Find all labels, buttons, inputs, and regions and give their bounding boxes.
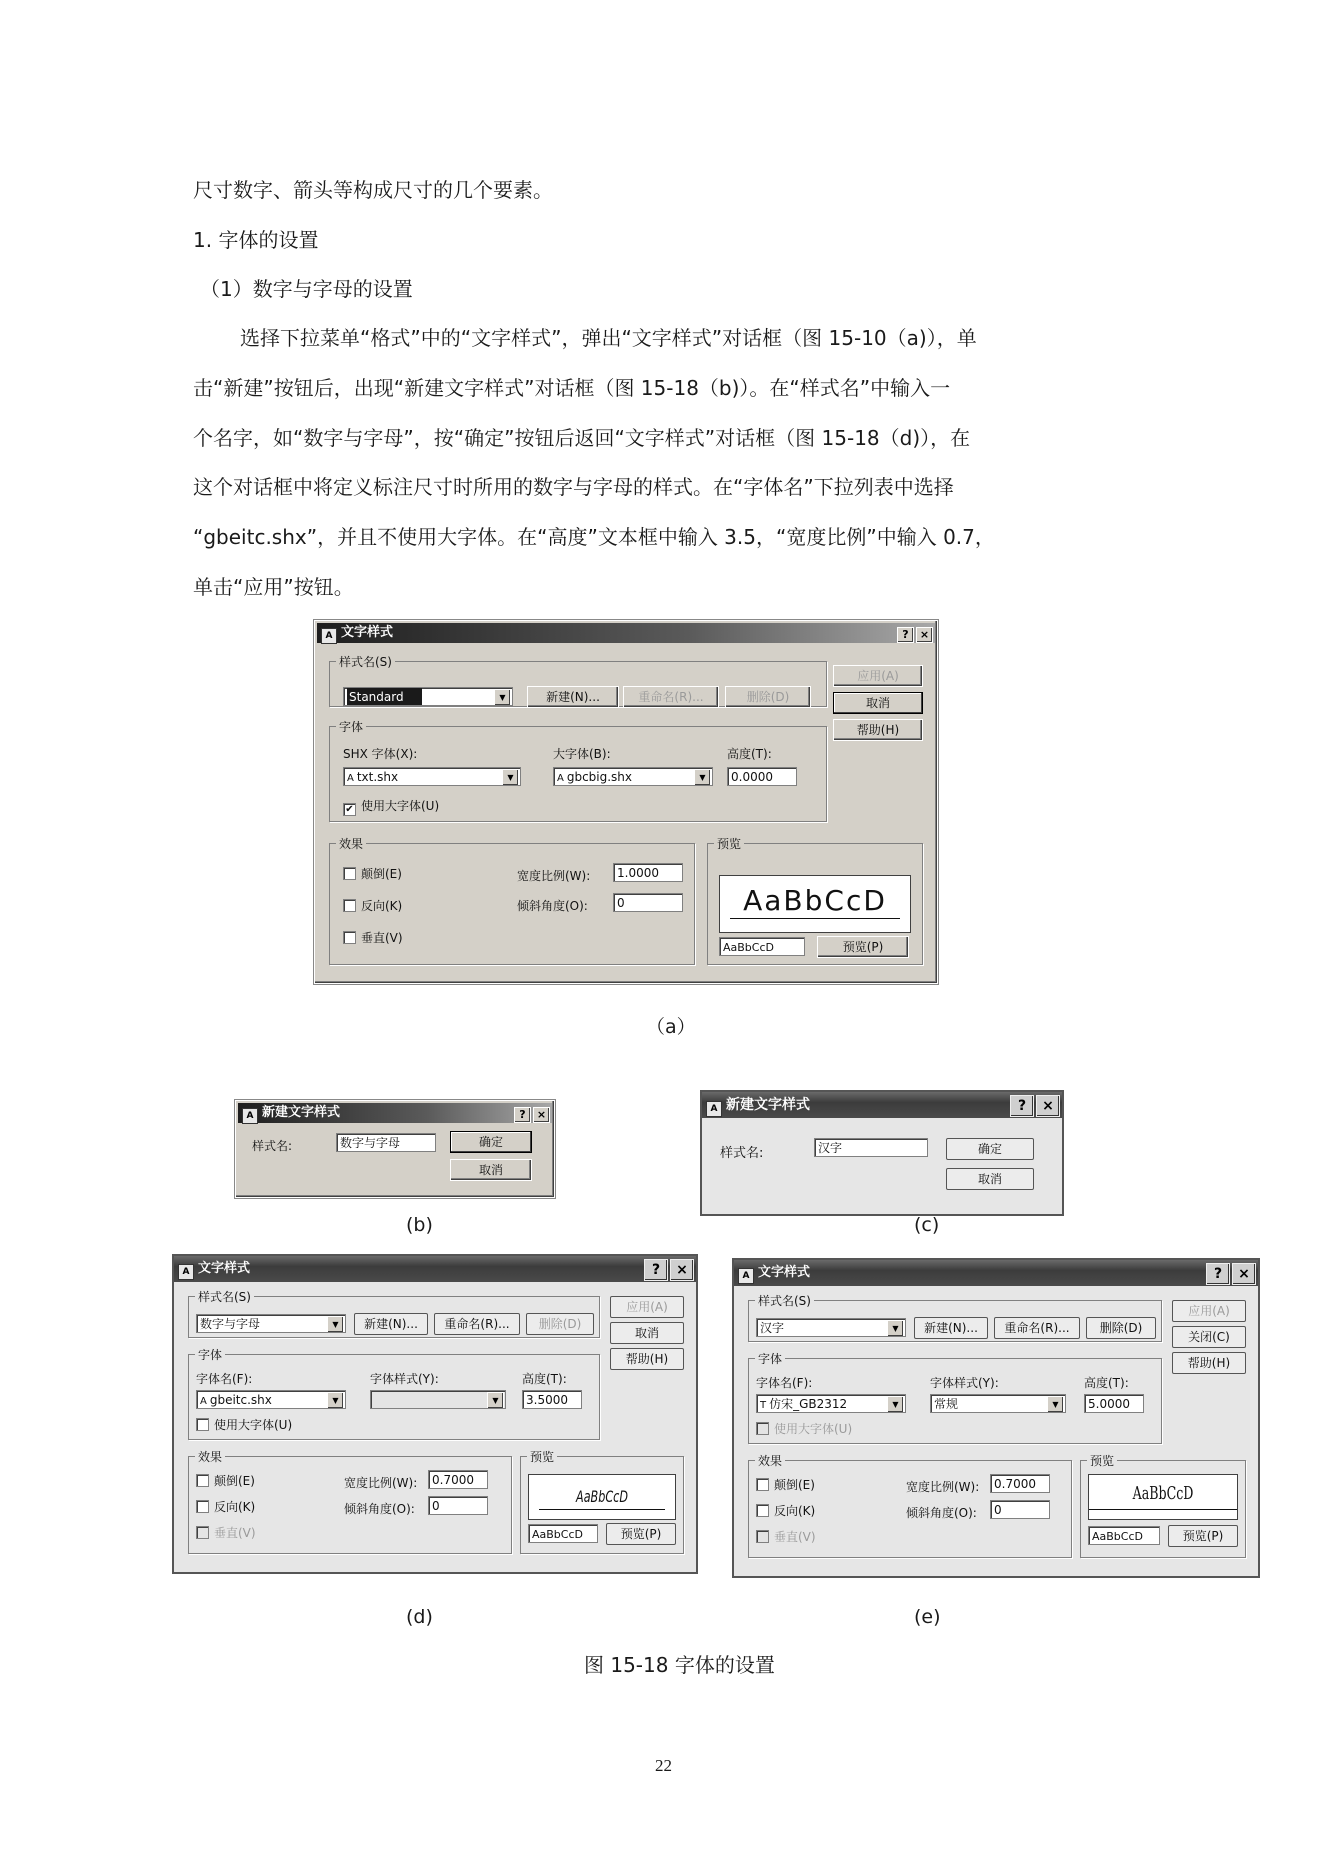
rename-style-button[interactable]: 重命名(R)... (994, 1317, 1080, 1339)
preview-button[interactable]: 预览(P) (1168, 1525, 1238, 1547)
delete-style-button[interactable]: 删除(D) (1086, 1317, 1156, 1339)
cancel-button[interactable]: 取消 (833, 692, 923, 714)
font-name-select[interactable] (196, 1390, 346, 1409)
width-factor-label: 宽度比例(W): (517, 869, 591, 883)
help-icon[interactable]: ? (1206, 1263, 1230, 1285)
dialog-a-title: 文字样式 (341, 625, 394, 640)
style-name-input[interactable]: 汉字 (814, 1138, 928, 1157)
paragraph-2-line-4: 这个对话框中将定义标注尺寸时所用的数字与字母的样式。在“字体名”下拉列表中选择 (193, 475, 954, 499)
style-name-label: 样式名: (720, 1146, 764, 1161)
height-input[interactable]: 3.5000 (522, 1390, 582, 1409)
oblique-angle-label: 倾斜角度(O): (344, 1502, 415, 1516)
rename-style-button[interactable]: 重命名(R)... (434, 1313, 520, 1335)
font-style-select[interactable] (370, 1390, 506, 1409)
check-icon: ✔ (343, 803, 356, 816)
preview-text-input[interactable]: AaBbCcD (719, 937, 805, 956)
help-icon[interactable]: ? (1010, 1095, 1034, 1117)
dialog-d-titlebar[interactable] (174, 1256, 696, 1282)
style-name-group-label: 样式名(S) (336, 653, 395, 670)
close-icon[interactable]: × (533, 1107, 550, 1123)
chevron-down-icon[interactable]: ▼ (487, 1392, 504, 1409)
chevron-down-icon[interactable]: ▼ (494, 689, 511, 706)
paragraph-2-line-6: 单击“应用”按钮。 (193, 575, 354, 599)
big-font-select[interactable] (553, 767, 713, 786)
preview-group-label: 预览 (527, 1448, 557, 1465)
upside-down-label: 颠倒(E) (214, 1474, 255, 1488)
upside-down-checkbox[interactable] (756, 1476, 815, 1493)
paragraph-1: 尺寸数字、箭头等构成尺寸的几个要素。 (193, 178, 553, 202)
preview-text: AaBbCcD (576, 1487, 628, 1506)
font-name-value: gbeitc.shx (209, 1393, 272, 1407)
font-name-value: 仿宋_GB2312 (769, 1397, 848, 1411)
caption-c: (c) (914, 1214, 940, 1236)
apply-button[interactable]: 应用(A) (1172, 1300, 1246, 1322)
font-name-select[interactable] (756, 1394, 906, 1413)
apply-button[interactable]: 应用(A) (833, 665, 923, 687)
caption-d: (d) (406, 1606, 433, 1628)
dialog-b-titlebar[interactable] (238, 1103, 552, 1123)
shx-font-label: SHX 字体(X): (343, 747, 418, 761)
close-button[interactable]: 关闭(C) (1172, 1326, 1246, 1348)
paragraph-2-line-5: “gbeitc.shx”，并且不使用大字体。在“高度”文本框中输入 3.5，“宽度比例”中输入 0.7， (193, 525, 995, 549)
font-icon: A (347, 773, 354, 784)
preview-box (719, 875, 911, 933)
height-label: 高度(T): (1084, 1376, 1129, 1390)
oblique-angle-input[interactable]: 0 (613, 893, 683, 912)
width-factor-input[interactable]: 0.7000 (990, 1474, 1050, 1493)
help-icon[interactable]: ? (897, 627, 914, 643)
preview-text: AaBbCcD (1132, 1483, 1194, 1504)
width-factor-input[interactable]: 0.7000 (428, 1470, 488, 1489)
oblique-angle-label: 倾斜角度(O): (906, 1506, 977, 1520)
height-input[interactable]: 0.0000 (727, 767, 797, 786)
chevron-down-icon[interactable]: ▼ (327, 1316, 344, 1333)
font-name-label: 字体名(F): (756, 1376, 813, 1390)
delete-style-button[interactable]: 删除(D) (526, 1313, 594, 1335)
width-factor-label: 宽度比例(W): (344, 1476, 418, 1490)
dialog-e-title: 文字样式 (758, 1265, 811, 1280)
upside-down-label: 颠倒(E) (361, 867, 402, 881)
chevron-down-icon[interactable]: ▼ (327, 1392, 344, 1409)
font-group-label: 字体 (195, 1346, 225, 1363)
rename-style-button[interactable]: 重命名(R)... (623, 686, 719, 708)
style-name-value: 汉字 (760, 1321, 785, 1335)
app-icon: A (706, 1101, 722, 1117)
close-icon[interactable]: × (1036, 1095, 1060, 1117)
use-big-font-checkbox[interactable] (756, 1420, 852, 1437)
backwards-checkbox[interactable] (343, 897, 402, 914)
font-group-label: 字体 (336, 718, 366, 735)
paragraph-2-line-3: 个名字，如“数字与字母”，按“确定”按钮后返回“文字样式”对话框（图 15-18（d)），在 (193, 426, 971, 450)
style-name-label: 样式名: (252, 1139, 293, 1153)
chevron-down-icon[interactable]: ▼ (694, 769, 711, 786)
style-name-group-label: 样式名(S) (195, 1288, 254, 1305)
oblique-angle-label: 倾斜角度(O): (517, 899, 588, 913)
preview-box (1088, 1474, 1238, 1520)
page-number: 22 (655, 1756, 672, 1775)
style-name-value: Standard (347, 688, 422, 706)
effects-group-label: 效果 (755, 1452, 785, 1469)
caption-e: (e) (914, 1606, 941, 1628)
preview-text-input[interactable]: AaBbCcD (1088, 1526, 1160, 1545)
dialog-a-titlebar[interactable] (317, 623, 935, 643)
use-big-font-label: 使用大字体(U) (774, 1422, 853, 1436)
caption-b: (b) (406, 1214, 433, 1236)
ok-button[interactable]: 确定 (946, 1138, 1034, 1160)
new-style-button[interactable]: 新建(N)... (914, 1317, 988, 1339)
effects-group-label: 效果 (195, 1448, 225, 1465)
style-name-select[interactable] (343, 687, 513, 706)
style-name-value: 数字与字母 (200, 1317, 261, 1331)
heading-digits-letters: （1）数字与字母的设置 (200, 277, 413, 301)
upside-down-label: 颠倒(E) (774, 1478, 815, 1492)
use-big-font-label: 使用大字体(U) (214, 1418, 293, 1432)
big-font-label: 大字体(B): (553, 747, 611, 761)
help-icon[interactable]: ? (514, 1107, 531, 1123)
help-button[interactable]: 帮助(H) (833, 719, 923, 741)
vertical-label: 垂直(V) (774, 1530, 816, 1544)
preview-group-label: 预览 (714, 835, 744, 852)
font-icon: A (200, 1396, 207, 1407)
paragraph-2-line-1: 选择下拉菜单“格式”中的“文字样式”，弹出“文字样式”对话框（图 15-10（a)），单 (240, 326, 977, 350)
vertical-label: 垂直(V) (361, 931, 403, 945)
new-style-button[interactable]: 新建(N)... (354, 1313, 428, 1335)
width-factor-input[interactable]: 1.0000 (613, 863, 683, 882)
text-style-dialog-a (314, 620, 938, 984)
vertical-checkbox[interactable] (196, 1524, 256, 1541)
font-style-value: 常规 (934, 1397, 959, 1411)
preview-button[interactable]: 预览(P) (606, 1523, 676, 1545)
paragraph-2-line-2: 击“新建”按钮后，出现“新建文字样式”对话框（图 15-18（b)）。在“样式名”中输入一 (193, 376, 951, 400)
app-icon: A (738, 1268, 754, 1284)
font-style-select[interactable] (930, 1394, 1066, 1413)
text-style-dialog-e (732, 1258, 1260, 1578)
font-icon: A (557, 773, 564, 784)
vertical-label: 垂直(V) (214, 1526, 256, 1540)
truetype-font-icon: T (760, 1400, 767, 1411)
backwards-label: 反向(K) (774, 1504, 816, 1518)
close-icon[interactable]: × (670, 1259, 694, 1281)
effects-group-label: 效果 (336, 835, 366, 852)
cancel-button[interactable]: 取消 (610, 1322, 684, 1344)
style-name-select[interactable] (756, 1318, 906, 1337)
figure-caption: 图 15-18 字体的设置 (584, 1653, 775, 1677)
caption-a: （a） (646, 1016, 696, 1038)
height-label: 高度(T): (727, 747, 772, 761)
style-name-group-label: 样式名(S) (755, 1292, 814, 1309)
new-text-style-dialog-c (700, 1090, 1064, 1216)
chevron-down-icon[interactable]: ▼ (1047, 1396, 1064, 1413)
chevron-down-icon[interactable]: ▼ (887, 1320, 904, 1337)
use-big-font-checkbox[interactable] (196, 1416, 292, 1433)
backwards-checkbox[interactable] (196, 1498, 255, 1515)
backwards-checkbox[interactable] (756, 1502, 815, 1519)
ok-button[interactable]: 确定 (450, 1131, 532, 1153)
dialog-e-titlebar[interactable] (734, 1260, 1258, 1286)
oblique-angle-input[interactable]: 0 (990, 1500, 1050, 1519)
use-big-font-label: 使用大字体(U) (361, 799, 440, 813)
backwards-label: 反向(K) (214, 1500, 256, 1514)
cancel-button[interactable]: 取消 (450, 1159, 532, 1181)
preview-group-label: 预览 (1087, 1452, 1117, 1469)
dialog-c-title: 新建文字样式 (726, 1097, 810, 1113)
close-icon[interactable]: × (1232, 1263, 1256, 1285)
width-factor-label: 宽度比例(W): (906, 1480, 980, 1494)
chevron-down-icon[interactable]: ▼ (887, 1396, 904, 1413)
upside-down-checkbox[interactable] (343, 865, 402, 882)
height-input[interactable]: 5.0000 (1084, 1394, 1144, 1413)
dialog-b-title: 新建文字样式 (262, 1105, 341, 1120)
new-text-style-dialog-b (235, 1100, 555, 1198)
apply-button[interactable]: 应用(A) (610, 1296, 684, 1318)
preview-text-input[interactable]: AaBbCcD (528, 1524, 598, 1543)
font-group-label: 字体 (755, 1350, 785, 1367)
help-icon[interactable]: ? (644, 1259, 668, 1281)
dialog-c-titlebar[interactable] (702, 1092, 1062, 1118)
vertical-checkbox[interactable] (343, 929, 403, 946)
preview-box (528, 1474, 676, 1520)
preview-text: AaBbCcD (743, 884, 887, 917)
oblique-angle-input[interactable]: 0 (428, 1496, 488, 1515)
app-icon: A (242, 1108, 258, 1124)
help-button[interactable]: 帮助(H) (1172, 1352, 1246, 1374)
close-icon[interactable]: × (916, 627, 933, 643)
help-button[interactable]: 帮助(H) (610, 1348, 684, 1370)
text-style-dialog-d (172, 1254, 698, 1574)
shx-font-value: txt.shx (356, 770, 399, 784)
font-style-label: 字体样式(Y): (930, 1376, 999, 1390)
chevron-down-icon[interactable]: ▼ (502, 769, 519, 786)
font-name-label: 字体名(F): (196, 1372, 253, 1386)
vertical-checkbox[interactable] (756, 1528, 816, 1545)
app-icon: A (321, 628, 337, 644)
height-label: 高度(T): (522, 1372, 567, 1386)
app-icon: A (178, 1264, 194, 1280)
new-style-button[interactable]: 新建(N)... (527, 686, 619, 708)
shx-font-select[interactable] (343, 767, 521, 786)
big-font-value: gbcbig.shx (566, 770, 633, 784)
cancel-button[interactable]: 取消 (946, 1168, 1034, 1190)
heading-font-settings: 1. 字体的设置 (193, 228, 319, 252)
delete-style-button[interactable]: 删除(D) (725, 686, 811, 708)
style-name-input[interactable]: 数字与字母 (336, 1133, 436, 1152)
dialog-d-title: 文字样式 (198, 1261, 251, 1276)
upside-down-checkbox[interactable] (196, 1472, 255, 1489)
style-name-select[interactable] (196, 1314, 346, 1333)
use-big-font-checkbox[interactable] (343, 797, 439, 816)
preview-button[interactable]: 预览(P) (817, 936, 909, 958)
backwards-label: 反向(K) (361, 899, 403, 913)
font-style-label: 字体样式(Y): (370, 1372, 439, 1386)
